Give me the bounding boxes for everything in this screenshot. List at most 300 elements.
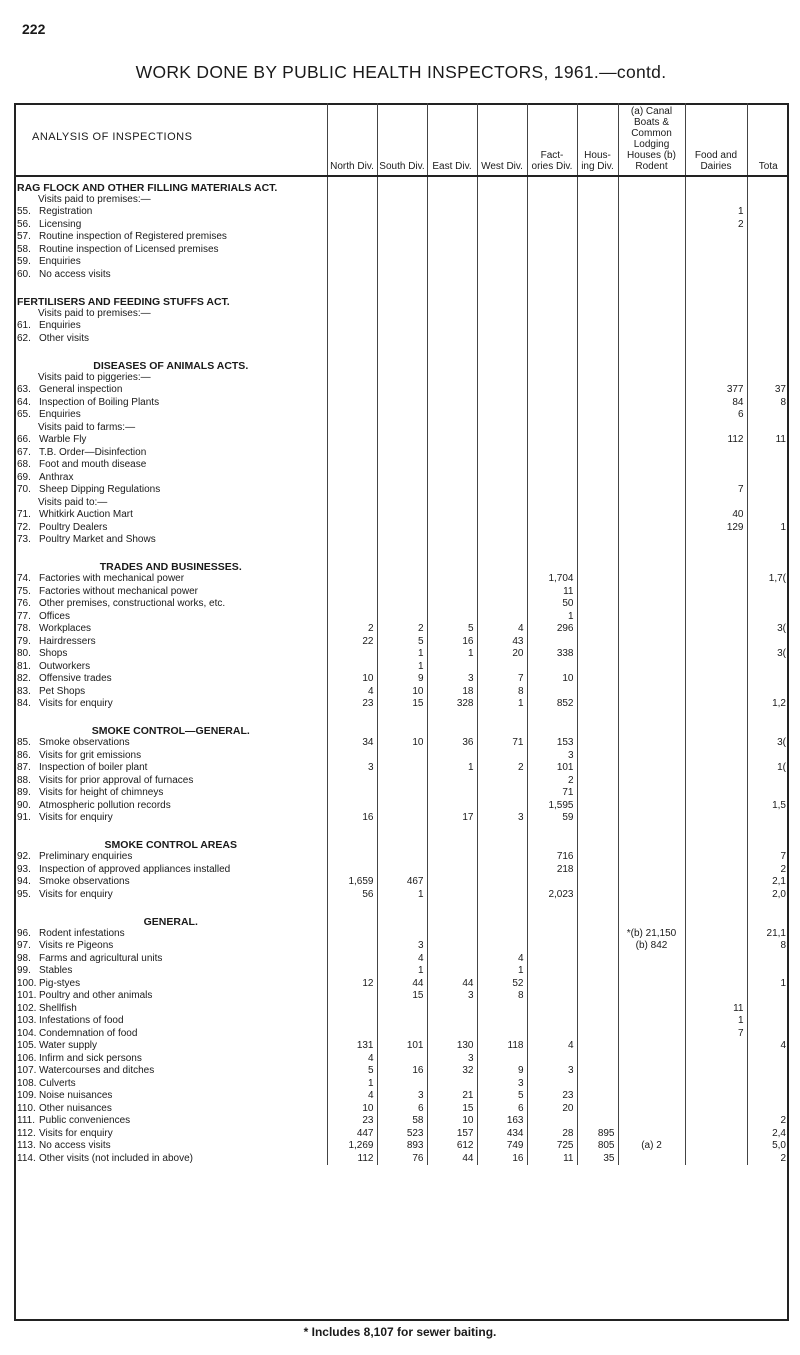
value-cell	[477, 219, 527, 232]
row-label	[14, 434, 327, 447]
table-row	[14, 1103, 789, 1116]
value-cell: 7	[747, 851, 789, 864]
row-label	[14, 1003, 327, 1016]
cell	[427, 422, 477, 435]
value-cell: 2	[527, 775, 577, 788]
value-cell	[477, 611, 527, 624]
value-cell: 2	[477, 762, 527, 775]
row-label	[14, 965, 327, 978]
table-row	[14, 586, 789, 599]
subheading-row	[14, 422, 789, 435]
value-cell	[527, 484, 577, 497]
value-cell	[477, 889, 527, 902]
cell	[377, 355, 427, 372]
value-cell	[427, 1015, 477, 1028]
cell	[685, 835, 747, 852]
cell	[377, 711, 427, 721]
value-cell	[377, 750, 427, 763]
cell	[527, 557, 577, 574]
value-cell	[685, 953, 747, 966]
value-cell	[327, 472, 377, 485]
value-cell	[477, 384, 527, 397]
row-text: Other visits	[39, 332, 90, 344]
row-number: 76.	[17, 598, 31, 610]
row-label	[14, 409, 327, 422]
value-cell	[427, 434, 477, 447]
value-cell: 1	[377, 648, 427, 661]
row-number: 80.	[17, 648, 31, 660]
value-cell	[685, 333, 747, 346]
value-cell: 28	[527, 1128, 577, 1141]
value-cell	[685, 1065, 747, 1078]
value-cell	[618, 1153, 685, 1166]
value-cell: 10	[427, 1115, 477, 1128]
value-cell	[747, 484, 789, 497]
row-number: 103.	[17, 1015, 37, 1027]
value-cell: 7	[685, 484, 747, 497]
value-cell	[747, 686, 789, 699]
value-cell	[577, 409, 618, 422]
value-cell	[527, 686, 577, 699]
cell	[685, 291, 747, 308]
table-row	[14, 1040, 789, 1053]
value-cell: 20	[477, 648, 527, 661]
value-cell	[327, 409, 377, 422]
row-text: Visits for enquiry	[39, 1127, 113, 1139]
row-number: 99.	[17, 965, 31, 977]
value-cell	[685, 940, 747, 953]
row-text: Public conveniences	[39, 1115, 131, 1127]
row-text: Offices	[39, 610, 70, 622]
value-cell: 218	[527, 864, 577, 877]
row-label	[14, 978, 327, 991]
value-cell	[618, 812, 685, 825]
value-cell: 10	[377, 737, 427, 750]
value-cell	[427, 586, 477, 599]
row-label	[14, 1028, 327, 1041]
value-cell: 3	[427, 673, 477, 686]
cell	[377, 497, 427, 510]
value-cell	[477, 434, 527, 447]
cell	[618, 372, 685, 385]
cell	[427, 176, 477, 194]
row-label	[14, 397, 327, 410]
value-cell	[618, 244, 685, 257]
value-cell	[577, 472, 618, 485]
value-cell	[327, 965, 377, 978]
value-cell	[477, 661, 527, 674]
row-text: No access visits	[39, 1140, 111, 1152]
value-cell: (b) 842	[618, 940, 685, 953]
table-row	[14, 434, 789, 447]
value-cell	[747, 598, 789, 611]
value-cell	[327, 750, 377, 763]
value-cell	[327, 573, 377, 586]
value-cell	[577, 928, 618, 941]
value-cell	[377, 1053, 427, 1066]
row-text: Anthrax	[39, 471, 74, 483]
row-label	[14, 686, 327, 699]
value-cell	[747, 1078, 789, 1091]
value-cell	[327, 586, 377, 599]
cell	[377, 901, 427, 911]
value-cell: 129	[685, 522, 747, 535]
value-cell	[577, 1053, 618, 1066]
value-cell	[527, 397, 577, 410]
cell	[327, 291, 377, 308]
cell	[577, 176, 618, 194]
value-cell	[618, 1090, 685, 1103]
value-cell	[427, 320, 477, 333]
row-number: 87.	[17, 762, 31, 774]
cell	[327, 547, 377, 557]
value-cell	[685, 1153, 747, 1166]
row-label	[14, 648, 327, 661]
row-number: 104.	[17, 1027, 37, 1039]
row-number: 112.	[17, 1127, 36, 1139]
row-number: 72.	[17, 521, 31, 533]
value-cell	[327, 459, 377, 472]
cell	[427, 372, 477, 385]
value-cell: 716	[527, 851, 577, 864]
value-cell	[747, 509, 789, 522]
row-label	[14, 864, 327, 877]
value-cell: 112	[327, 1153, 377, 1166]
value-cell	[477, 522, 527, 535]
cell	[577, 497, 618, 510]
value-cell: 8	[747, 940, 789, 953]
row-number: 73.	[17, 534, 31, 546]
row-number: 109.	[17, 1090, 37, 1102]
value-cell	[618, 586, 685, 599]
cell	[685, 355, 747, 372]
row-label	[14, 256, 327, 269]
cell	[477, 497, 527, 510]
table-row	[14, 623, 789, 636]
value-cell	[377, 598, 427, 611]
value-cell	[427, 397, 477, 410]
value-cell	[618, 1040, 685, 1053]
value-cell	[427, 206, 477, 219]
value-cell	[327, 244, 377, 257]
value-cell: 1	[685, 206, 747, 219]
value-cell	[527, 269, 577, 282]
value-cell	[377, 244, 427, 257]
value-cell	[577, 812, 618, 825]
row-text: Factories with mechanical power	[39, 573, 185, 585]
value-cell	[477, 534, 527, 547]
value-cell	[577, 1015, 618, 1028]
value-cell	[427, 889, 477, 902]
value-cell: 523	[377, 1128, 427, 1141]
spacer-row	[14, 901, 789, 911]
value-cell	[377, 434, 427, 447]
row-label	[14, 1140, 327, 1153]
value-cell: 805	[577, 1140, 618, 1153]
value-cell: 3	[477, 1078, 527, 1091]
value-cell	[527, 320, 577, 333]
cell	[527, 497, 577, 510]
value-cell: 3	[527, 1065, 577, 1078]
value-cell: 163	[477, 1115, 527, 1128]
value-cell	[377, 586, 427, 599]
value-cell	[685, 851, 747, 864]
section-heading-row	[14, 355, 789, 372]
cell	[577, 281, 618, 291]
value-cell	[747, 990, 789, 1003]
cell	[618, 345, 685, 355]
spacer-row	[14, 281, 789, 291]
cell	[618, 901, 685, 911]
value-cell	[618, 534, 685, 547]
row-number: 81.	[17, 660, 31, 672]
value-cell	[618, 231, 685, 244]
value-cell	[377, 409, 427, 422]
footnote: * Includes 8,107 for sewer baiting.	[303, 1325, 497, 1339]
subheading: Visits paid to:—	[38, 496, 108, 508]
value-cell	[685, 244, 747, 257]
cell	[477, 825, 527, 835]
row-number: 60.	[17, 268, 31, 280]
row-label	[14, 800, 327, 813]
row-text: Visits for enquiry	[39, 812, 113, 824]
column-header: ANALYSIS OF INSPECTIONS	[14, 103, 327, 176]
value-cell	[618, 1103, 685, 1116]
value-cell	[747, 673, 789, 686]
value-cell: 153	[527, 737, 577, 750]
row-text: Poultry Dealers	[39, 521, 108, 533]
subheading-row	[14, 497, 789, 510]
value-cell	[377, 812, 427, 825]
cell	[327, 345, 377, 355]
value-cell: 17	[427, 812, 477, 825]
value-cell: 32	[427, 1065, 477, 1078]
cell	[527, 291, 577, 308]
value-cell	[427, 611, 477, 624]
row-text: Workplaces	[39, 623, 92, 635]
value-cell	[685, 928, 747, 941]
value-cell	[618, 509, 685, 522]
value-cell	[377, 851, 427, 864]
value-cell	[685, 698, 747, 711]
table-row	[14, 244, 789, 257]
cell	[577, 345, 618, 355]
value-cell	[527, 990, 577, 1003]
row-label	[14, 1153, 327, 1166]
value-cell	[377, 219, 427, 232]
cell	[618, 308, 685, 321]
section-heading: TRADES AND BUSINESSES.	[99, 561, 242, 573]
value-cell	[685, 1040, 747, 1053]
table-row	[14, 889, 789, 902]
row-label	[14, 484, 327, 497]
value-cell: 71	[527, 787, 577, 800]
value-cell	[377, 762, 427, 775]
value-cell	[527, 1078, 577, 1091]
cell	[618, 497, 685, 510]
row-label	[14, 206, 327, 219]
value-cell: 4	[327, 1090, 377, 1103]
value-cell: 5	[377, 636, 427, 649]
column-header: Hous- ing Div.	[577, 103, 618, 176]
value-cell: 11	[747, 434, 789, 447]
value-cell	[685, 1115, 747, 1128]
value-cell	[427, 447, 477, 460]
value-cell	[747, 965, 789, 978]
row-number: 86.	[17, 749, 31, 761]
value-cell	[747, 1065, 789, 1078]
value-cell	[377, 333, 427, 346]
cell	[747, 825, 789, 835]
value-cell	[327, 1003, 377, 1016]
cell	[477, 281, 527, 291]
table-row	[14, 787, 789, 800]
cell	[477, 194, 527, 207]
value-cell	[477, 333, 527, 346]
page-heading: WORK DONE BY PUBLIC HEALTH INSPECTORS, 1961.—contd.	[135, 62, 667, 82]
cell	[427, 835, 477, 852]
value-cell	[685, 800, 747, 813]
row-number: 85.	[17, 737, 31, 749]
value-cell	[618, 750, 685, 763]
row-label	[14, 750, 327, 763]
value-cell: 5	[427, 623, 477, 636]
value-cell	[377, 928, 427, 941]
value-cell	[685, 686, 747, 699]
cell	[327, 308, 377, 321]
value-cell	[618, 459, 685, 472]
value-cell: 23	[327, 698, 377, 711]
value-cell	[577, 219, 618, 232]
value-cell	[427, 787, 477, 800]
row-number: 71.	[17, 509, 31, 521]
value-cell	[747, 775, 789, 788]
value-cell: 12	[327, 978, 377, 991]
value-cell: 4	[527, 1040, 577, 1053]
value-cell	[685, 472, 747, 485]
cell	[477, 308, 527, 321]
value-cell	[747, 953, 789, 966]
cell	[577, 194, 618, 207]
header-row	[14, 103, 789, 176]
row-text: Other nuisances	[39, 1102, 112, 1114]
cell	[527, 901, 577, 911]
value-cell: 21	[427, 1090, 477, 1103]
value-cell	[427, 851, 477, 864]
cell	[427, 547, 477, 557]
value-cell: 56	[327, 889, 377, 902]
value-cell	[577, 990, 618, 1003]
row-number: 91.	[17, 812, 31, 824]
value-cell: 612	[427, 1140, 477, 1153]
value-cell: 44	[427, 978, 477, 991]
cell	[427, 281, 477, 291]
value-cell	[327, 1015, 377, 1028]
value-cell: 71	[477, 737, 527, 750]
cell	[427, 825, 477, 835]
value-cell	[377, 775, 427, 788]
value-cell: 10	[327, 1103, 377, 1116]
spacer-row	[14, 825, 789, 835]
value-cell	[377, 611, 427, 624]
cell	[377, 422, 427, 435]
value-cell	[685, 611, 747, 624]
value-cell	[618, 623, 685, 636]
value-cell	[577, 534, 618, 547]
cell	[327, 835, 377, 852]
value-cell: 21,1	[747, 928, 789, 941]
row-text: Inspection of approved appliances installed	[39, 863, 231, 875]
value-cell	[685, 648, 747, 661]
value-cell	[747, 534, 789, 547]
cell	[327, 194, 377, 207]
cell	[527, 721, 577, 738]
value-cell: 3	[477, 812, 527, 825]
cell	[685, 345, 747, 355]
value-cell: 52	[477, 978, 527, 991]
value-cell	[577, 256, 618, 269]
value-cell	[577, 648, 618, 661]
cell	[577, 901, 618, 911]
value-cell	[427, 965, 477, 978]
value-cell	[327, 509, 377, 522]
row-label	[14, 219, 327, 232]
value-cell	[477, 800, 527, 813]
value-cell	[747, 219, 789, 232]
row-number: 66.	[17, 434, 31, 446]
row-text: Pet Shops	[39, 685, 86, 697]
value-cell	[527, 231, 577, 244]
cell	[427, 355, 477, 372]
value-cell	[685, 320, 747, 333]
row-text: Hairdressers	[39, 635, 96, 647]
cell	[747, 911, 789, 928]
value-cell	[577, 1040, 618, 1053]
value-cell: 44	[377, 978, 427, 991]
table-row	[14, 928, 789, 941]
value-cell	[747, 1028, 789, 1041]
value-cell	[685, 1140, 747, 1153]
cell	[685, 825, 747, 835]
value-cell	[618, 434, 685, 447]
value-cell	[747, 661, 789, 674]
value-cell	[618, 661, 685, 674]
cell	[377, 835, 427, 852]
value-cell: 23	[327, 1115, 377, 1128]
cell	[685, 281, 747, 291]
cell	[747, 835, 789, 852]
value-cell	[685, 1078, 747, 1091]
value-cell	[685, 269, 747, 282]
value-cell	[618, 1053, 685, 1066]
value-cell	[577, 762, 618, 775]
value-cell	[377, 397, 427, 410]
value-cell	[527, 256, 577, 269]
value-cell: 101	[527, 762, 577, 775]
value-cell	[427, 256, 477, 269]
table-row	[14, 1028, 789, 1041]
value-cell	[618, 965, 685, 978]
value-cell: 1,7(	[747, 573, 789, 586]
value-cell	[577, 775, 618, 788]
value-cell	[685, 1128, 747, 1141]
row-label	[14, 1078, 327, 1091]
table-row	[14, 409, 789, 422]
row-text: Watercourses and ditches	[39, 1065, 155, 1077]
row-number: 95.	[17, 888, 31, 900]
value-cell	[747, 1015, 789, 1028]
value-cell	[618, 409, 685, 422]
